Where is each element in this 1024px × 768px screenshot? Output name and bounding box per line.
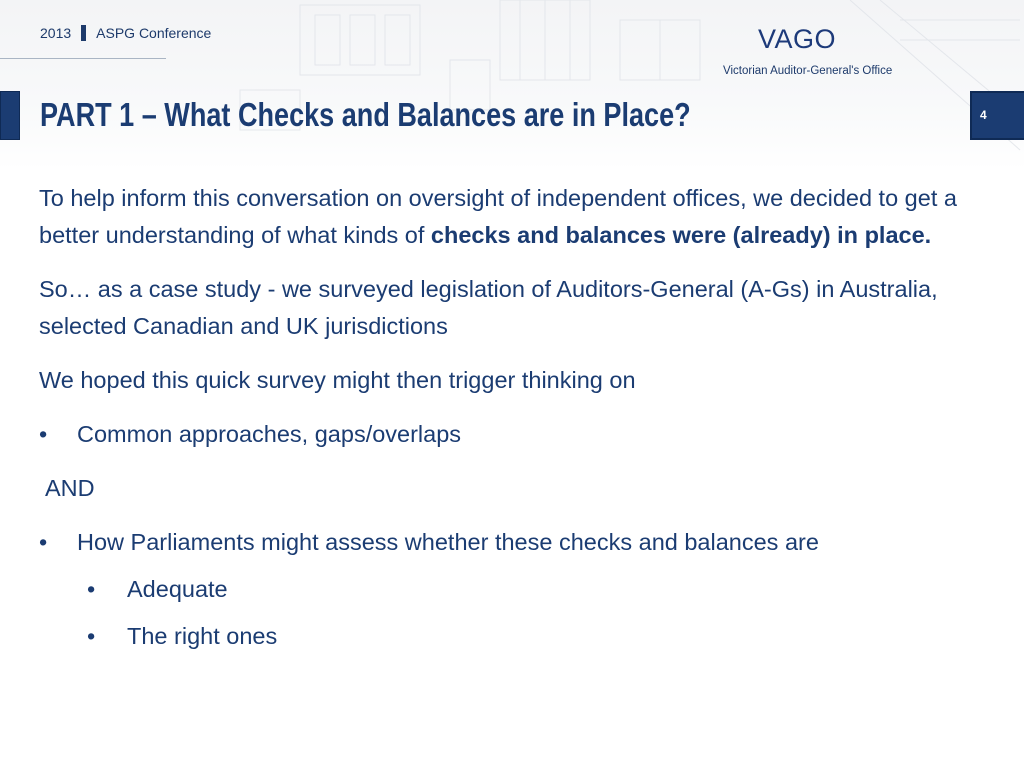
paragraph-survey: We hoped this quick survey might then trigger thinking on: [39, 367, 636, 393]
bullet-glyph: •: [87, 623, 96, 649]
vago-logo: VAGO: [758, 24, 837, 54]
bullet-text: How Parliaments might assess whether these checks and balances are: [77, 529, 819, 555]
header-rule: [0, 58, 166, 59]
left-accent-tab: [0, 91, 20, 140]
logo-subtitle: Victorian Auditor-General's Office: [723, 65, 893, 77]
list-item: [39, 416, 989, 453]
slide-content: [39, 180, 989, 655]
bullet-glyph: •: [39, 529, 48, 555]
intro-text: To help inform this conversation on oversight of independent offices, we decided to get a better understanding of what kinds of: [39, 185, 957, 248]
paragraph-intro: [39, 180, 989, 254]
and-line: AND: [45, 475, 95, 501]
page-number: 4: [970, 91, 1024, 140]
bullet-text: Common approaches, gaps/overlaps: [77, 421, 462, 447]
sub-list-item: [87, 571, 989, 608]
list-item: [39, 524, 989, 561]
divider-bar: [81, 25, 86, 41]
sub-bullet-text: The right ones: [127, 623, 278, 649]
sub-list-item: [87, 618, 989, 655]
slide-title: PART 1 – What Checks and Balances are in Place?: [40, 96, 691, 133]
bullet-glyph: •: [39, 421, 48, 447]
bullet-glyph: •: [87, 576, 96, 602]
paragraph-case-study: So… as a case study - we surveyed legislation of Auditors-General (A-Gs) in Australia, selected Canadian and UK jurisdictions: [39, 276, 938, 339]
conference-year: 2013: [40, 25, 72, 41]
conference-name: ASPG Conference: [96, 25, 212, 41]
conference-label: [40, 25, 211, 41]
intro-bold-text: checks and balances were (already) in place.: [430, 222, 932, 248]
sub-bullet-text: Adequate: [127, 576, 228, 602]
